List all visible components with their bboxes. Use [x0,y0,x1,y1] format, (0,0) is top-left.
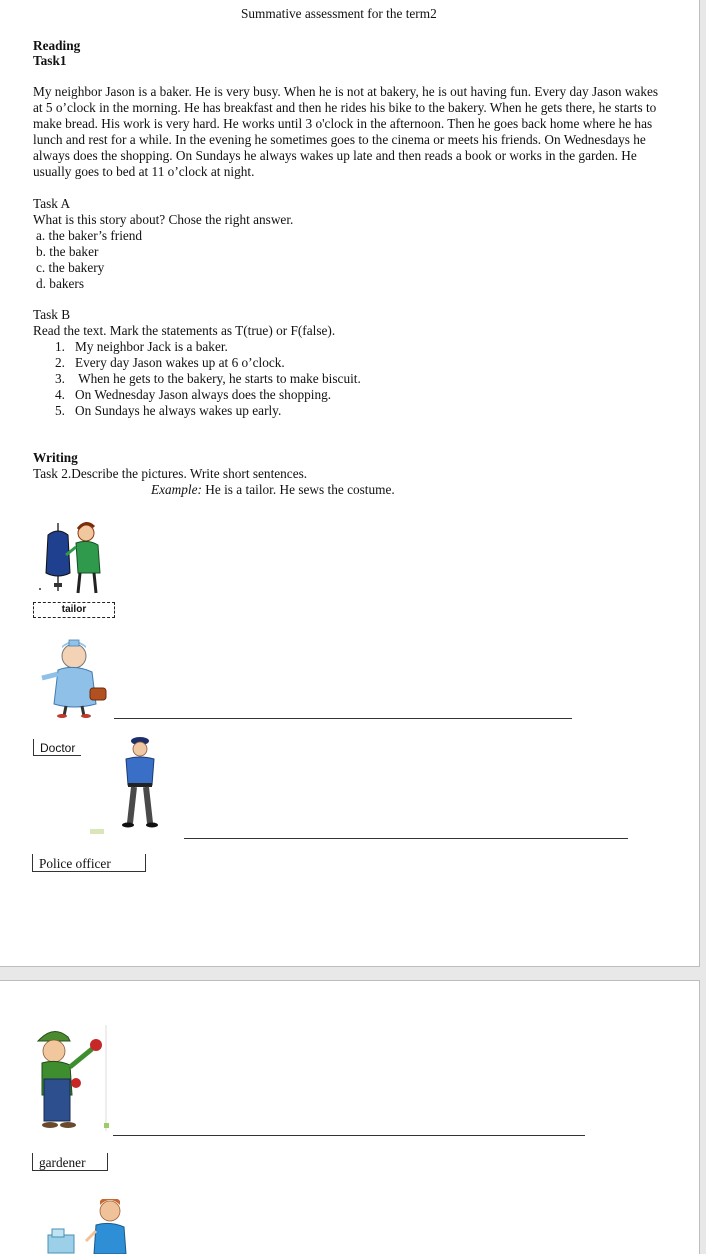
task-b-statement: 2. Every day Jason wakes up at 6 o’clock. [55,355,285,370]
task-b-statement: 4. On Wednesday Jason always does the shopping. [55,387,332,402]
writing-heading: Writing [33,450,78,465]
tailor-picture [34,513,114,599]
task-a-question: What is this story about? Chose the right answer. [33,212,294,227]
police-officer-picture [90,735,184,837]
doctor-label: Doctor [33,739,81,756]
task-b-statement: 1. My neighbor Jack is a baker. [55,339,228,354]
answer-line-gardener[interactable] [113,1135,585,1136]
answer-line-police[interactable] [184,838,628,839]
task-a-option: c. the bakery [36,260,105,275]
writing-example: Example: He is a tailor. He sews the costume. [151,482,395,497]
task-b-statement: 3. When he gets to the bakery, he starts to make biscuit. [55,371,361,386]
answer-line-doctor[interactable] [114,718,572,719]
task-a-option: b. the baker [36,244,99,259]
document-page-2 [0,980,700,1254]
reading-heading: Reading [33,38,81,53]
task-b-statement: 5. On Sundays he always wakes up early. [55,403,282,418]
police-officer-label: Police officer [32,854,146,872]
tailor-label: tailor [33,602,115,618]
task-b-title: Task B [33,307,71,322]
writing-task: Task 2.Describe the pictures. Write short sentences. [33,466,308,481]
reading-passage: My neighbor Jason is a baker. He is very busy. When he is not at bakery, he is out having fun. Every day Jason wakes at 5 o’clock in the morning. He has breakfast and then he rides his bike to the bakery. When he gets there, he starts to make bread. His work is very hard. He works until 3 o'clock in the afternoon. Then he goes back home where he has lunch and rest for a while. In the evening he sometimes goes to the cinema or meets his friends. On Wednesdays he always does the shopping. On Sundays he always wakes up late and then reads a book or works in the garden. He usually goes to bed at 11 o’clock at night. [33,84,659,179]
document-title: Summative assessment for the term2 [241,6,437,21]
reading-task-title: Task1 [33,53,67,68]
gardener-picture [34,1023,114,1135]
shop-assistant-picture [46,1199,128,1254]
task-a-option: d. bakers [36,276,84,291]
doctor-picture [36,638,110,718]
task-a-option: a. the baker’s friend [36,228,143,243]
task-a-title: Task A [33,196,71,211]
gardener-label: gardener [32,1153,108,1171]
task-b-instruction: Read the text. Mark the statements as T(true) or F(false). [33,323,336,338]
